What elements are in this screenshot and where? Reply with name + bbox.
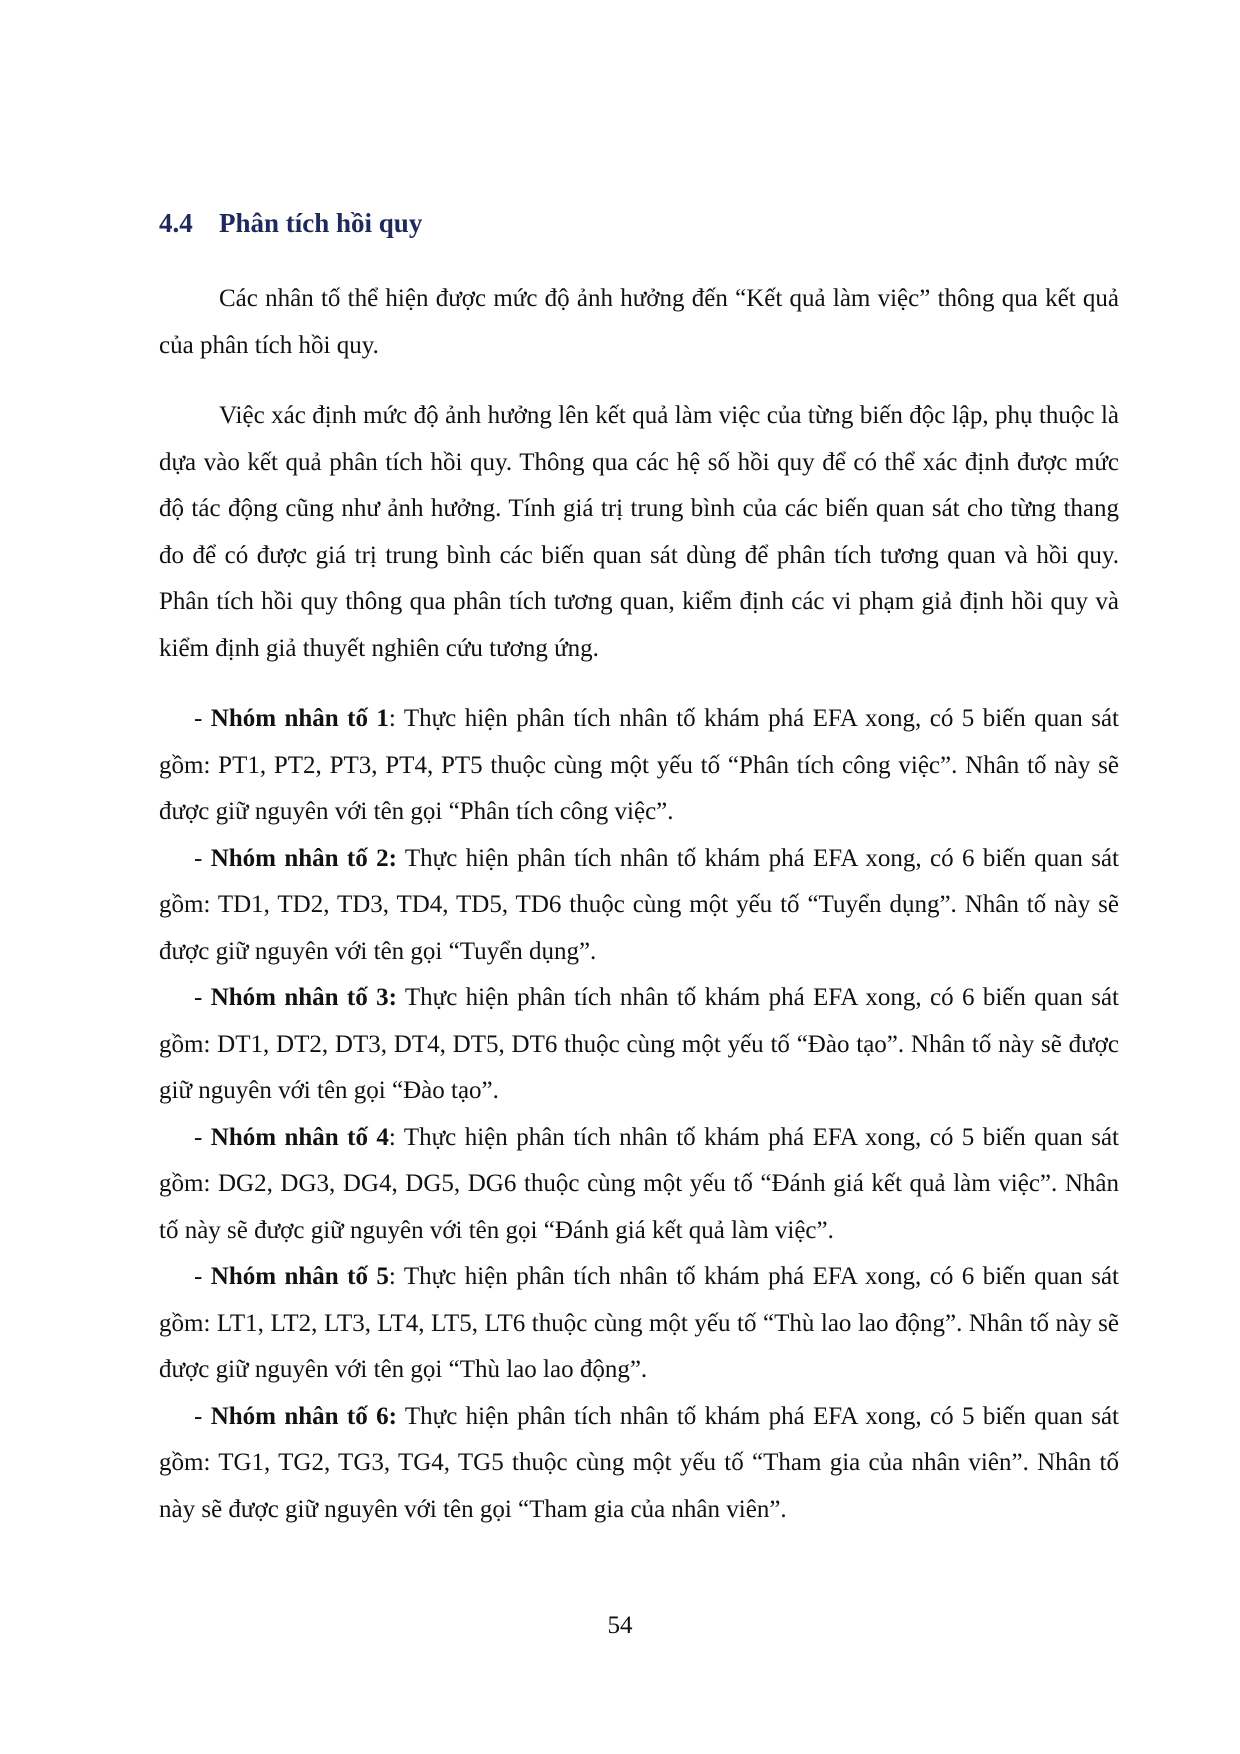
section-number: 4.4 — [159, 208, 193, 238]
bullet-dash: - — [194, 705, 203, 732]
paragraph-intro: Các nhân tố thể hiện được mức độ ảnh hưởng đến “Kết quả làm việc” thông qua kết quả của phân tích hồi quy. — [159, 285, 1119, 359]
factor-group-separator: : — [388, 705, 396, 732]
factor-group-text: Thực hiện phân tích nhân tố khám phá EFA xong, có 6 biến quan sát gồm: LT1, LT2, LT3, LT4, LT5, LT6 thuộc cùng một yếu tố “Thù lao lao động”. Nhân tố này sẽ được giữ nguyên với tên gọi “Thù lao lao động”. — [159, 1263, 1119, 1383]
bullet-dash: - — [194, 984, 203, 1011]
factor-group-text: Thực hiện phân tích nhân tố khám phá EFA xong, có 5 biến quan sát gồm: PT1, PT2, PT3, PT4, PT5 thuộc cùng một yếu tố “Phân tích công việc”. Nhân tố này sẽ được giữ nguyên với tên gọi “Phân tích công việc”. — [159, 705, 1119, 825]
factor-group-6 — [159, 1394, 1119, 1534]
section-title: Phân tích hồi quy — [219, 208, 423, 238]
factor-group-2 — [159, 836, 1119, 976]
factor-group-label: Nhóm nhân tố 1 — [210, 705, 389, 732]
section-heading — [159, 208, 422, 239]
bullet-dash: - — [194, 1263, 203, 1290]
factor-group-1 — [159, 696, 1119, 836]
factor-group-separator: : — [388, 1123, 396, 1151]
factor-group-text: Thực hiện phân tích nhân tố khám phá EFA xong, có 5 biến quan sát gồm: TG1, TG2, TG3, TG4, TG5 thuộc cùng một yếu tố “Tham gia của nhân viên”. Nhân tố này sẽ được giữ nguyên với tên gọi “Tham gia của nhân viên”. — [159, 1402, 1119, 1523]
body-text — [159, 276, 1119, 1533]
factor-group-label: Nhóm nhân tố 6: — [210, 1402, 397, 1430]
factor-group-5 — [159, 1254, 1119, 1394]
factor-group-text: Thực hiện phân tích nhân tố khám phá EFA xong, có 6 biến quan sát gồm: TD1, TD2, TD3, TD4, TD5, TD6 thuộc cùng một yếu tố “Tuyển dụng”. Nhân tố này sẽ được giữ nguyên với tên gọi “Tuyển dụng”. — [159, 844, 1119, 965]
factor-group-text: Thực hiện phân tích nhân tố khám phá EFA xong, có 5 biến quan sát gồm: DG2, DG3, DG4, DG5, DG6 thuộc cùng một yếu tố “Đánh giá kết quả làm việc”. Nhân tố này sẽ được giữ nguyên với tên gọi “Đánh giá kết quả làm việc”. — [159, 1123, 1119, 1244]
factor-group-label: Nhóm nhân tố 5 — [210, 1263, 389, 1290]
factor-group-4 — [159, 1115, 1119, 1255]
factor-group-separator: : — [388, 1263, 396, 1290]
factor-group-text: Thực hiện phân tích nhân tố khám phá EFA xong, có 6 biến quan sát gồm: DT1, DT2, DT3, DT4, DT5, DT6 thuộc cùng một yếu tố “Đào tạo”. Nhân tố này sẽ được giữ nguyên với tên gọi “Đào tạo”. — [159, 984, 1119, 1104]
page-number: 54 — [607, 1612, 633, 1639]
bullet-dash: - — [194, 1123, 203, 1151]
bullet-dash: - — [194, 1402, 203, 1430]
factor-group-label: Nhóm nhân tố 3: — [210, 984, 397, 1011]
factor-group-label: Nhóm nhân tố 2: — [210, 844, 397, 872]
paragraph-method: Việc xác định mức độ ảnh hưởng lên kết quả làm việc của từng biến độc lập, phụ thuộc là dựa vào kết quả phân tích hồi quy. Thông qua các hệ số hồi quy để có thể xác định được mức độ tác động cũng như ảnh hưởng. Tính giá trị trung bình của các biến quan sát cho từng thang đo để có được giá trị trung bình các biến quan sát dùng để phân tích tương quan và hồi quy. Phân tích hồi quy thông qua phân tích tương quan, kiểm định các vi phạm giả định hồi quy và kiểm định giả thuyết nghiên cứu tương ứng. — [159, 402, 1119, 662]
factor-group-3 — [159, 975, 1119, 1115]
bullet-dash: - — [194, 844, 203, 872]
factor-group-label: Nhóm nhân tố 4 — [210, 1123, 389, 1151]
